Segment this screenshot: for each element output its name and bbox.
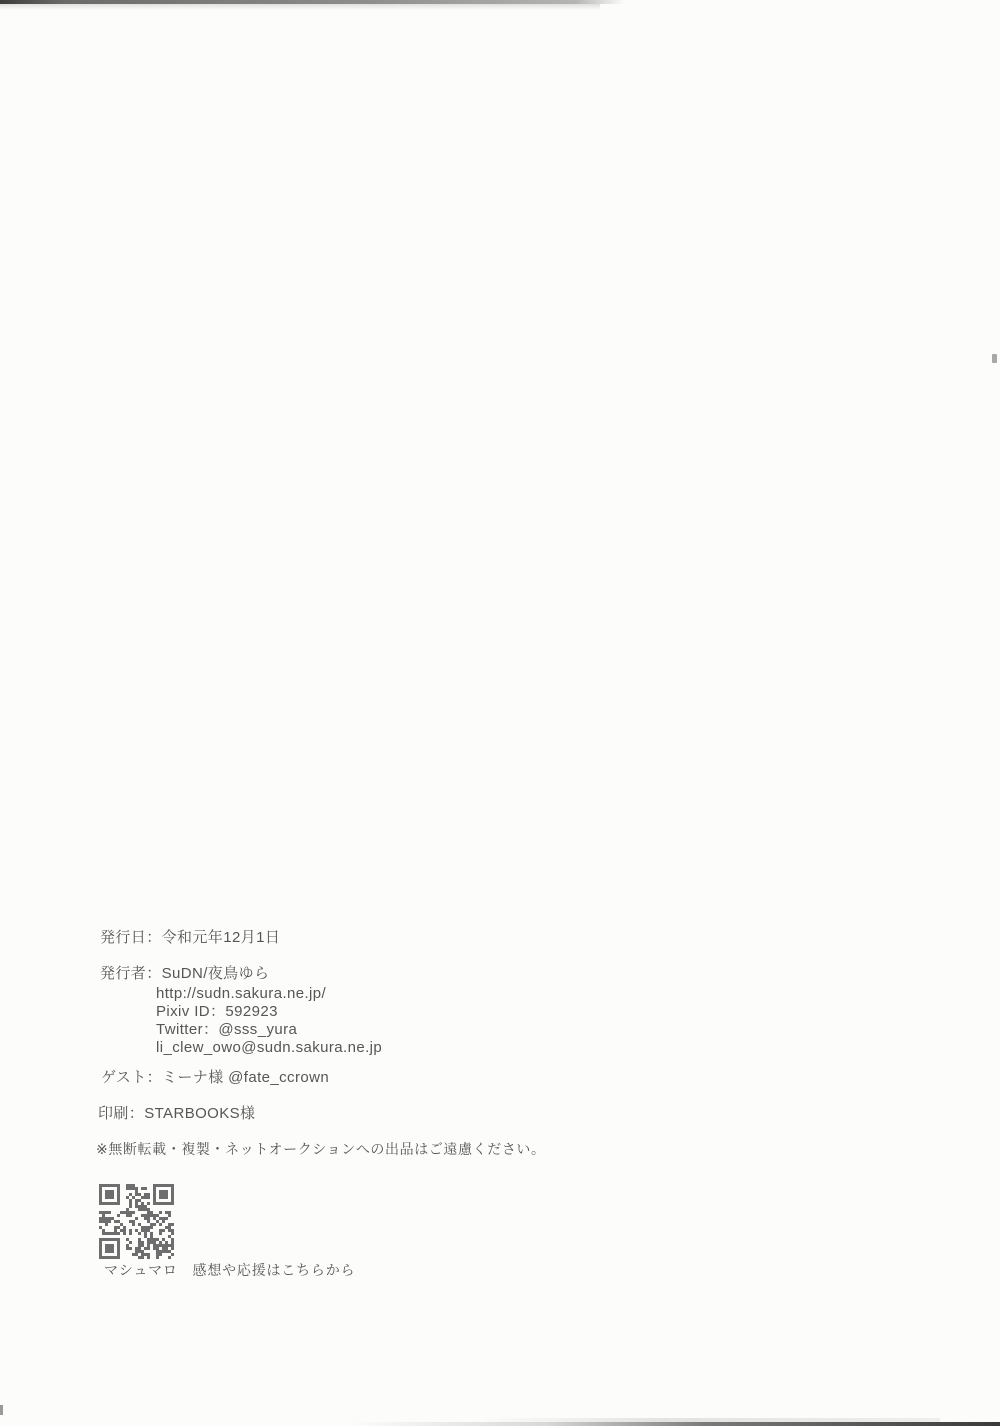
scan-edge-top-shadow — [0, 4, 600, 10]
reproduction-notice-line: ※無断転載・複製・ネットオークションへの出品はご遠慮ください。 — [96, 1141, 546, 1157]
publish-date-line: 発行日：令和元年12月1日 — [100, 929, 281, 946]
publisher-pixiv-line: Pixiv ID：592923 — [156, 1003, 278, 1020]
scan-edge-bottom — [350, 1422, 1000, 1426]
qr-code-icon — [99, 1184, 174, 1259]
guest-line: ゲスト：ミーナ様 @fate_ccrown — [101, 1069, 330, 1086]
publisher-line: 発行者：SuDN/夜鳥ゆら — [100, 965, 270, 982]
publisher-twitter-line: Twitter：@sss_yura — [156, 1021, 298, 1038]
printer-line: 印刷：STARBOOKS様 — [98, 1105, 256, 1122]
scan-edge-bottom-smudge — [480, 1418, 940, 1422]
publisher-email-line: li_clew_owo@sudn.sakura.ne.jp — [156, 1039, 383, 1056]
marshmallow-caption-line: マシュマロ 感想や応援はこちらから — [104, 1262, 356, 1278]
scan-artifact-left — [0, 1405, 3, 1415]
scan-artifact-right — [992, 354, 997, 363]
publisher-website-line: http://sudn.sakura.ne.jp/ — [156, 985, 327, 1002]
